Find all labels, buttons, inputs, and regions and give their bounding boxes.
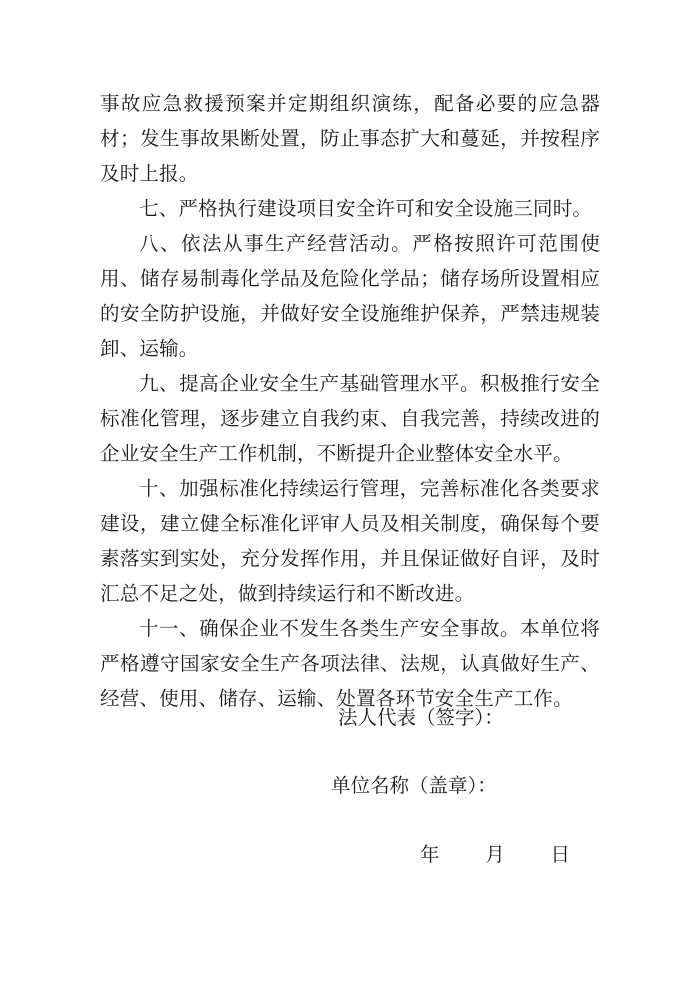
- paragraph-item-7: 七、严格执行建设项目安全许可和安全设施三同时。: [139, 197, 593, 220]
- paragraph-continuation: 事故应急救援预案并定期组织演练，配备必要的应急器材；发生事故果断处置，防止事态扩大和蔓延，并按程序及时上报。: [100, 92, 600, 185]
- paragraph-item-11: 十一、确保企业不发生各类生产安全事故。本单位将严格遵守国家安全生产各项法律、法规，认真做好生产、经营、使用、储存、运输、处置各环节安全生产工作。: [100, 617, 600, 710]
- date-line: [420, 842, 570, 868]
- date-month-label: 月: [485, 843, 505, 866]
- date-year-label: 年: [420, 843, 440, 866]
- paragraph-item-10: 十、加强标准化持续运行管理，完善标准化各类要求建设，建立健全标准化评审人员及相关制度，确保每个要素落实到实处，充分发挥作用，并且保证做好自评，及时汇总不足之处，做到持续运行和不断改进。: [100, 477, 600, 605]
- date-day-label: 日: [550, 843, 570, 866]
- document-body: [100, 86, 600, 716]
- paragraph-item-8: 八、依法从事生产经营活动。严格按照许可范围使用、储存易制毒化学品及危险化学品；储存场所设置相应的安全防护设施，并做好安全设施维护保养，严禁违规装卸、运输。: [100, 232, 600, 360]
- unit-name-seal-label: 单位名称（盖章）：: [331, 774, 497, 797]
- paragraph-item-9: 九、提高企业安全生产基础管理水平。积极推行安全标准化管理，逐步建立自我约束、自我完善，持续改进的企业安全生产工作机制，不断提升企业整体安全水平。: [100, 372, 600, 465]
- legal-representative-signature-label: 法人代表（签字）：: [338, 706, 504, 729]
